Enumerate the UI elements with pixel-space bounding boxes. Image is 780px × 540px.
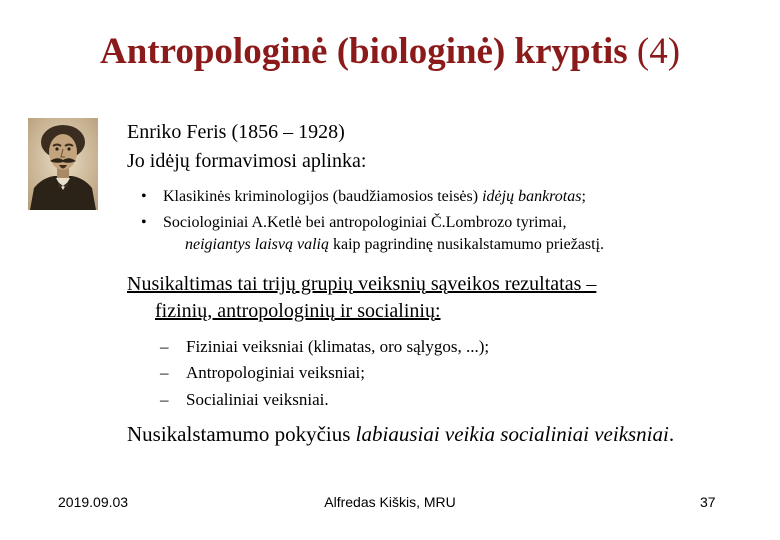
bullet-item — [141, 188, 586, 206]
footer-author: Alfredas Kiškis, MRU — [324, 494, 456, 510]
bullet-text: Sociologiniai A.Ketlė bei antropologiniai Č.Lombrozo tyrimai, — [163, 214, 567, 231]
bullet-emphasis: neigiantys laisvą valią — [185, 236, 329, 253]
bullet-item-continuation — [185, 236, 604, 254]
factor-item — [160, 363, 365, 383]
factor-item — [160, 390, 329, 410]
factor-item — [160, 337, 489, 357]
conclusion-end: . — [668, 422, 675, 446]
footer-date: 2019.09.03 — [58, 494, 129, 510]
dash-marker: – — [160, 390, 169, 409]
crime-statement — [127, 273, 596, 296]
conclusion-text: Nusikalstamumo pokyčius — [127, 422, 356, 446]
crime-statement-line1: Nusikaltimas tai trijų grupių veiksnių sąveikos rezultatas – — [127, 273, 597, 295]
factor-text: Socialiniai veiksniai. — [186, 390, 329, 409]
bullet-text-end: ; — [581, 188, 586, 205]
crime-statement-colon: : — [434, 300, 441, 322]
factor-text: Fiziniai veiksniai (klimatas, oro sąlygos, ...); — [186, 337, 490, 356]
dash-marker: – — [160, 363, 169, 382]
slide-title — [0, 30, 780, 73]
bullet-emphasis: idėjų bankrotas — [482, 188, 582, 205]
environment-intro: Jo idėjų formavimosi aplinka: — [127, 150, 367, 172]
conclusion-emphasis: labiausiai veikia socialiniai veiksniai — [355, 422, 669, 446]
bullet-text-end: kaip pagrindinę nusikalstamumo priežastį. — [328, 236, 605, 253]
author-name: Enriko Feris — [127, 121, 227, 143]
factor-text: Antropologiniai veiksniai; — [186, 363, 365, 382]
bullet-marker: • — [141, 188, 147, 205]
bullet-item — [141, 214, 567, 232]
portrait-image — [28, 118, 98, 210]
bullet-text: Klasikinės kriminologijos (baudžiamosios teisės) — [163, 188, 483, 205]
conclusion — [127, 422, 674, 447]
title-suffix: (4) — [627, 31, 681, 72]
portrait-photo-sepia — [28, 118, 98, 210]
bullet-marker: • — [141, 214, 147, 231]
author-heading — [127, 121, 345, 144]
crime-statement-line2: fizinių, antropologinių ir socialinių — [155, 300, 435, 322]
author-years: (1856 – 1928) — [226, 121, 345, 143]
title-main: Antropologinė (biologinė) kryptis — [99, 31, 628, 72]
crime-statement-continuation — [155, 300, 441, 323]
dash-marker: – — [160, 337, 169, 356]
page-number: 37 — [700, 494, 716, 510]
